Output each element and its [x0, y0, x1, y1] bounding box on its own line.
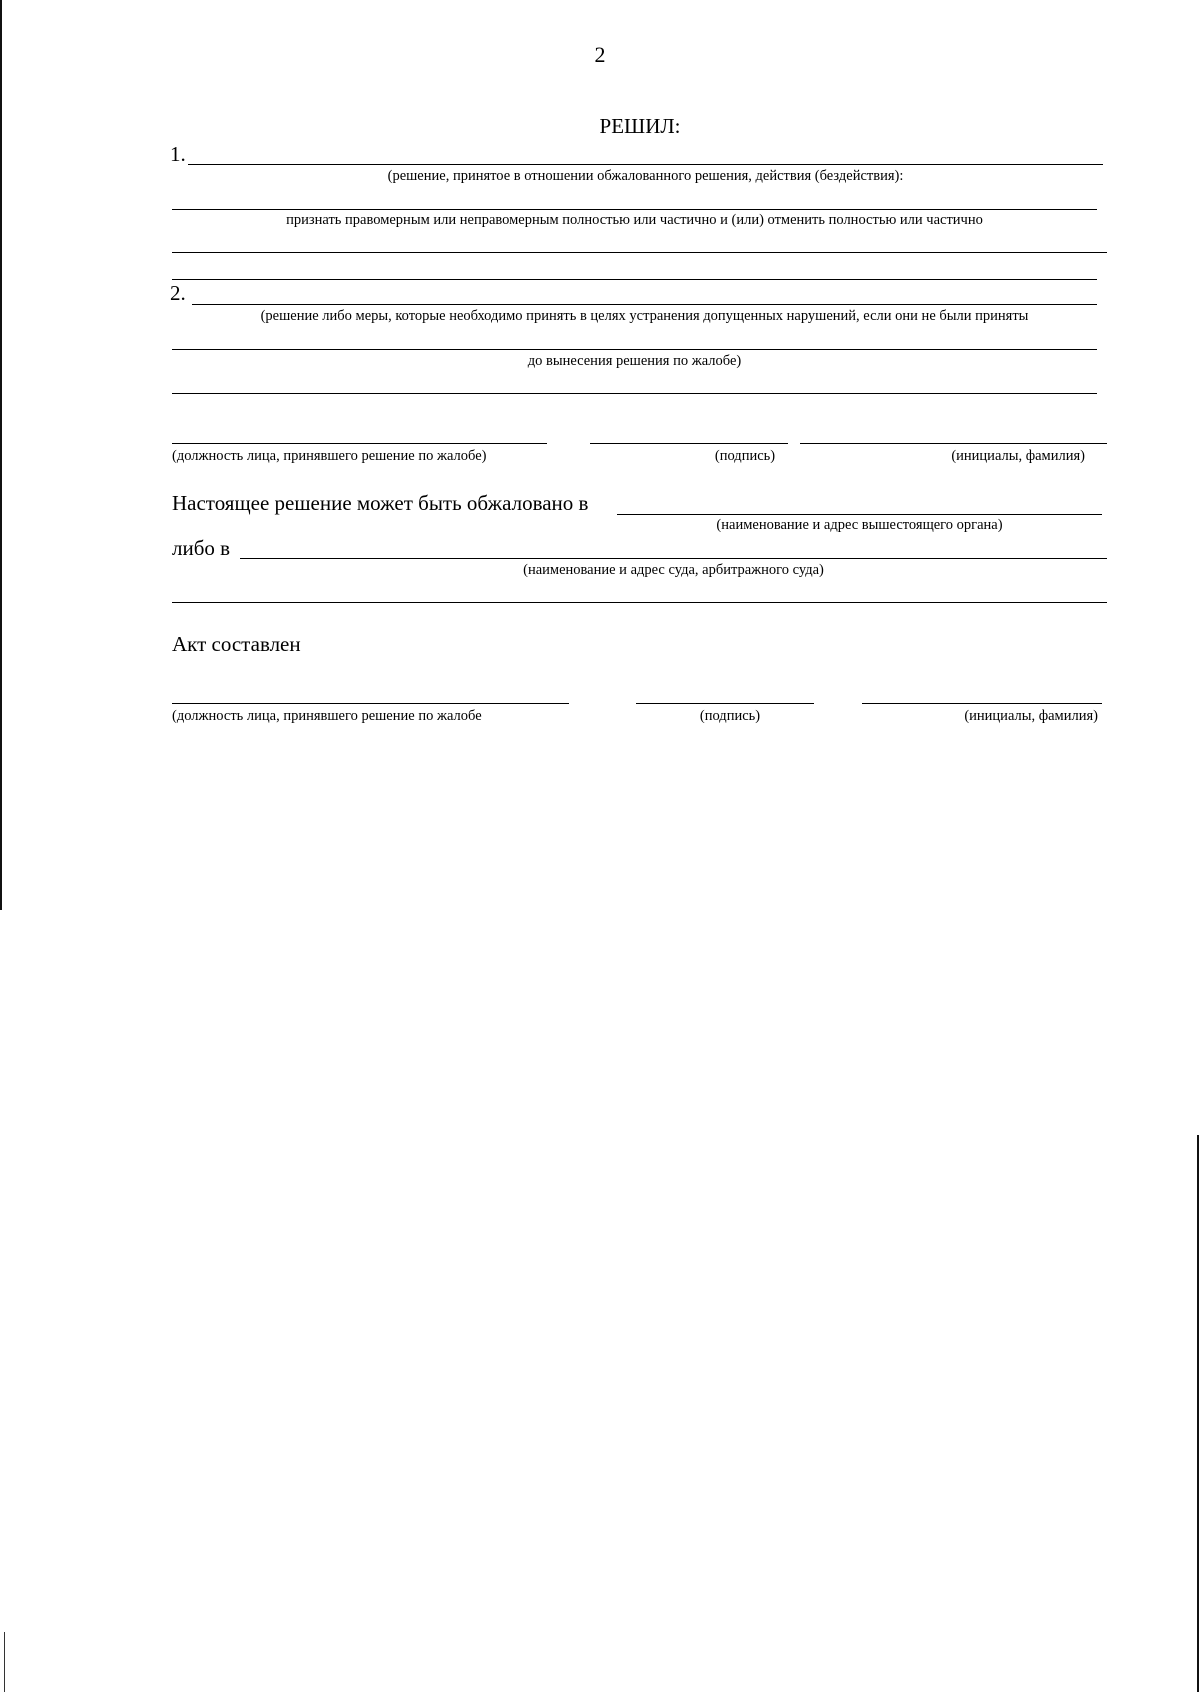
- item-1-hint-1: (решение, принятое в отношении обжалованного решения, действия (бездействия):: [387, 168, 904, 184]
- appeal-text: Настоящее решение может быть обжаловано в: [172, 491, 589, 515]
- item-2-fill-line-3: [172, 393, 1097, 394]
- sig1-name-label: (инициалы, фамилия): [951, 448, 1085, 464]
- sig2-signature-line: [636, 703, 814, 704]
- sig2-signature-label: (подпись): [699, 708, 761, 724]
- item-1-fill-line-4: [172, 279, 1097, 280]
- scan-edge-left: [0, 0, 2, 910]
- appeal-or-text: либо в: [172, 536, 231, 560]
- item-1-number: 1.: [170, 142, 186, 166]
- appeal-court-hint: (наименование и адрес суда, арбитражного суда): [523, 562, 824, 578]
- sig1-signature-line: [590, 443, 788, 444]
- act-text: Акт составлен: [172, 632, 301, 656]
- sig2-position-line: [172, 703, 569, 704]
- item-2-hint-2: до вынесения решения по жалобе): [527, 353, 742, 369]
- sig2-position-label: (должность лица, принявшего решение по жалобе: [172, 708, 482, 724]
- item-1-fill-line-3: [172, 252, 1107, 253]
- page-number: 2: [594, 42, 606, 67]
- appeal-court-line-2: [172, 602, 1107, 603]
- item-2-fill-line: [192, 304, 1097, 305]
- item-1-fill-line-2: [172, 209, 1097, 210]
- appeal-authority-line: [617, 514, 1102, 515]
- item-2-number: 2.: [170, 281, 186, 305]
- sig1-position-label: (должность лица, принявшего решение по жалобе): [172, 448, 487, 464]
- sig2-name-line: [862, 703, 1102, 704]
- decision-heading: РЕШИЛ:: [599, 114, 681, 138]
- sig1-signature-label: (подпись): [714, 448, 776, 464]
- sig1-name-line: [800, 443, 1107, 444]
- item-2-hint-1: (решение либо меры, которые необходимо принять в целях устранения допущенных нарушений, если они не были приняты: [260, 308, 1029, 324]
- appeal-court-line: [240, 558, 1107, 559]
- appeal-authority-hint: (наименование и адрес вышестоящего органа): [716, 517, 1003, 533]
- sig2-name-label: (инициалы, фамилия): [964, 708, 1098, 724]
- scan-edge-right: [1197, 1135, 1199, 1692]
- item-1-hint-2: признать правомерным или неправомерным полностью или частично и (или) отменить полностью или частично: [286, 212, 983, 228]
- scan-edge-left-bottom: [4, 1632, 5, 1692]
- item-2-fill-line-2: [172, 349, 1097, 350]
- sig1-position-line: [172, 443, 547, 444]
- item-1-fill-line: [188, 164, 1103, 165]
